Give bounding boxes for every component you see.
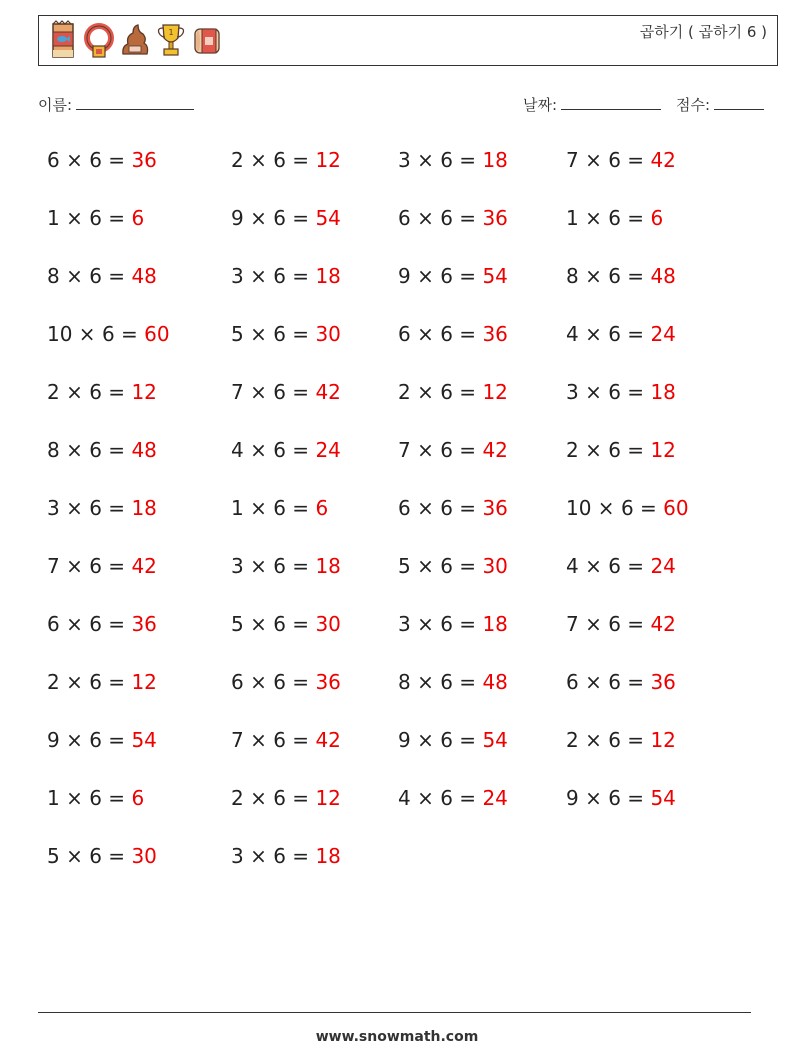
date-label: 날짜: bbox=[523, 96, 558, 114]
problem-item: 1 × 6 = 6 bbox=[566, 206, 664, 230]
answer: 36 bbox=[131, 612, 157, 636]
answer: 36 bbox=[131, 148, 157, 172]
answer: 30 bbox=[131, 844, 157, 868]
factor-b: 6 bbox=[89, 786, 102, 810]
factor-b: 6 bbox=[273, 728, 286, 752]
factor-a: 3 bbox=[231, 264, 244, 288]
factor-a: 2 bbox=[231, 148, 244, 172]
factor-b: 6 bbox=[440, 206, 453, 230]
answer: 42 bbox=[315, 380, 341, 404]
answer: 18 bbox=[315, 554, 341, 578]
score-label: 점수: bbox=[676, 96, 711, 114]
answer: 54 bbox=[482, 728, 508, 752]
answer: 54 bbox=[131, 728, 157, 752]
factor-a: 6 bbox=[47, 148, 60, 172]
problem-item: 3 × 6 = 18 bbox=[231, 554, 341, 578]
problem-item: 9 × 6 = 54 bbox=[398, 264, 508, 288]
score-blank[interactable] bbox=[714, 95, 764, 110]
problem-item: 1 × 6 = 6 bbox=[47, 786, 145, 810]
problem-item: 3 × 6 = 18 bbox=[566, 380, 676, 404]
factor-b: 6 bbox=[273, 786, 286, 810]
factor-a: 2 bbox=[231, 786, 244, 810]
date-blank[interactable] bbox=[561, 95, 661, 110]
factor-b: 6 bbox=[440, 612, 453, 636]
answer: 18 bbox=[131, 496, 157, 520]
ring-float-icon bbox=[84, 20, 114, 60]
factor-a: 8 bbox=[398, 670, 411, 694]
factor-b: 6 bbox=[440, 380, 453, 404]
problem-item: 6 × 6 = 36 bbox=[231, 670, 341, 694]
problem-item: 1 × 6 = 6 bbox=[47, 206, 145, 230]
problem-item: 5 × 6 = 30 bbox=[47, 844, 157, 868]
factor-b: 6 bbox=[273, 322, 286, 346]
factor-b: 6 bbox=[608, 728, 621, 752]
footer-website: www.snowmath.com bbox=[315, 1029, 479, 1045]
answer: 12 bbox=[315, 148, 341, 172]
factor-b: 6 bbox=[89, 554, 102, 578]
factor-a: 9 bbox=[398, 728, 411, 752]
factor-b: 6 bbox=[608, 554, 621, 578]
factor-a: 3 bbox=[47, 496, 60, 520]
factor-a: 6 bbox=[398, 206, 411, 230]
factor-b: 6 bbox=[273, 670, 286, 694]
factor-a: 4 bbox=[398, 786, 411, 810]
factor-a: 2 bbox=[566, 438, 579, 462]
factor-a: 2 bbox=[398, 380, 411, 404]
problem-item: 3 × 6 = 18 bbox=[398, 148, 508, 172]
worksheet-header bbox=[38, 15, 778, 66]
factor-a: 9 bbox=[398, 264, 411, 288]
answer: 6 bbox=[315, 496, 329, 520]
answer: 60 bbox=[144, 322, 170, 346]
answer: 30 bbox=[315, 322, 341, 346]
factor-b: 6 bbox=[273, 496, 286, 520]
problem-item: 4 × 6 = 24 bbox=[231, 438, 341, 462]
answer: 42 bbox=[482, 438, 508, 462]
factor-a: 3 bbox=[398, 148, 411, 172]
factor-b: 6 bbox=[89, 264, 102, 288]
factor-b: 6 bbox=[273, 148, 286, 172]
footer-divider bbox=[38, 1012, 751, 1013]
factor-b: 6 bbox=[608, 670, 621, 694]
factor-b: 6 bbox=[89, 844, 102, 868]
factor-b: 6 bbox=[620, 496, 634, 520]
icon-row bbox=[48, 20, 222, 60]
answer: 24 bbox=[650, 322, 676, 346]
answer: 30 bbox=[482, 554, 508, 578]
factor-a: 4 bbox=[231, 438, 244, 462]
factor-b: 6 bbox=[608, 206, 621, 230]
answer: 54 bbox=[650, 786, 676, 810]
factor-b: 6 bbox=[440, 554, 453, 578]
answer: 60 bbox=[663, 496, 689, 520]
factor-b: 6 bbox=[89, 496, 102, 520]
problem-item: 8 × 6 = 48 bbox=[398, 670, 508, 694]
answer: 18 bbox=[482, 612, 508, 636]
answer: 12 bbox=[650, 438, 676, 462]
answer: 36 bbox=[482, 322, 508, 346]
factor-a: 3 bbox=[566, 380, 579, 404]
bandage-icon bbox=[192, 20, 222, 60]
factor-b: 6 bbox=[608, 438, 621, 462]
factor-b: 6 bbox=[273, 206, 286, 230]
answer: 54 bbox=[482, 264, 508, 288]
problem-item: 5 × 6 = 30 bbox=[231, 612, 341, 636]
answer: 6 bbox=[131, 206, 145, 230]
factor-b: 6 bbox=[608, 612, 621, 636]
answer: 24 bbox=[482, 786, 508, 810]
factor-b: 6 bbox=[440, 728, 453, 752]
problem-item: 5 × 6 = 30 bbox=[231, 322, 341, 346]
problem-item: 8 × 6 = 48 bbox=[47, 264, 157, 288]
factor-b: 6 bbox=[440, 264, 453, 288]
problem-item: 3 × 6 = 18 bbox=[47, 496, 157, 520]
svg-text:1: 1 bbox=[168, 28, 174, 37]
factor-b: 6 bbox=[89, 148, 102, 172]
problem-item: 9 × 6 = 54 bbox=[566, 786, 676, 810]
problem-item: 8 × 6 = 48 bbox=[566, 264, 676, 288]
factor-a: 7 bbox=[398, 438, 411, 462]
answer: 6 bbox=[131, 786, 145, 810]
problem-item: 6 × 6 = 36 bbox=[566, 670, 676, 694]
answer: 30 bbox=[315, 612, 341, 636]
factor-a: 7 bbox=[231, 380, 244, 404]
answer: 6 bbox=[650, 206, 664, 230]
poop-icon bbox=[120, 20, 150, 60]
score-field bbox=[676, 94, 764, 115]
problem-item: 2 × 6 = 12 bbox=[398, 380, 508, 404]
fish-food-bag-icon bbox=[48, 20, 78, 60]
factor-b: 6 bbox=[273, 612, 286, 636]
problem-item: 2 × 6 = 12 bbox=[47, 380, 157, 404]
factor-a: 6 bbox=[47, 612, 60, 636]
factor-b: 6 bbox=[440, 322, 453, 346]
problem-item: 2 × 6 = 12 bbox=[566, 438, 676, 462]
factor-b: 6 bbox=[608, 148, 621, 172]
problem-item: 7 × 6 = 42 bbox=[231, 728, 341, 752]
factor-a: 1 bbox=[47, 206, 60, 230]
problem-item: 2 × 6 = 12 bbox=[566, 728, 676, 752]
factor-b: 6 bbox=[273, 438, 286, 462]
problem-item: 6 × 6 = 36 bbox=[398, 206, 508, 230]
problem-item: 7 × 6 = 42 bbox=[231, 380, 341, 404]
answer: 12 bbox=[131, 670, 157, 694]
problem-item: 3 × 6 = 18 bbox=[398, 612, 508, 636]
answer: 24 bbox=[315, 438, 341, 462]
problem-item: 6 × 6 = 36 bbox=[47, 612, 157, 636]
date-field bbox=[523, 94, 661, 115]
factor-b: 6 bbox=[440, 148, 453, 172]
name-blank[interactable] bbox=[76, 95, 194, 110]
factor-a: 7 bbox=[47, 554, 60, 578]
problem-item: 7 × 6 = 42 bbox=[47, 554, 157, 578]
answer: 42 bbox=[131, 554, 157, 578]
factor-b: 6 bbox=[440, 496, 453, 520]
answer: 54 bbox=[315, 206, 341, 230]
problem-item: 3 × 6 = 18 bbox=[231, 844, 341, 868]
trophy-icon bbox=[156, 20, 186, 60]
factor-b: 6 bbox=[273, 844, 286, 868]
answer: 48 bbox=[650, 264, 676, 288]
problem-item: 9 × 6 = 54 bbox=[231, 206, 341, 230]
problem-item: 6 × 6 = 36 bbox=[398, 322, 508, 346]
factor-a: 9 bbox=[566, 786, 579, 810]
problem-item: 2 × 6 = 12 bbox=[231, 148, 341, 172]
problem-item: 9 × 6 = 54 bbox=[47, 728, 157, 752]
problem-item: 4 × 6 = 24 bbox=[398, 786, 508, 810]
problem-item: 4 × 6 = 24 bbox=[566, 322, 676, 346]
factor-a: 6 bbox=[566, 670, 579, 694]
factor-a: 1 bbox=[231, 496, 244, 520]
answer: 24 bbox=[650, 554, 676, 578]
answer: 36 bbox=[315, 670, 341, 694]
factor-a: 5 bbox=[398, 554, 411, 578]
problem-item: 7 × 6 = 42 bbox=[566, 612, 676, 636]
problem-item: 2 × 6 = 12 bbox=[231, 786, 341, 810]
answer: 42 bbox=[650, 612, 676, 636]
answer: 18 bbox=[650, 380, 676, 404]
factor-a: 7 bbox=[231, 728, 244, 752]
name-label: 이름: bbox=[38, 96, 73, 114]
factor-b: 6 bbox=[440, 438, 453, 462]
worksheet-title: 곱하기 ( 곱하기 6 ) bbox=[639, 23, 767, 41]
factor-a: 5 bbox=[231, 322, 244, 346]
problem-item: 7 × 6 = 42 bbox=[566, 148, 676, 172]
factor-b: 6 bbox=[273, 380, 286, 404]
factor-b: 6 bbox=[89, 670, 102, 694]
factor-b: 6 bbox=[89, 380, 102, 404]
factor-a: 9 bbox=[231, 206, 244, 230]
factor-b: 6 bbox=[89, 438, 102, 462]
factor-b: 6 bbox=[101, 322, 115, 346]
factor-a: 1 bbox=[47, 786, 60, 810]
answer: 12 bbox=[315, 786, 341, 810]
factor-b: 6 bbox=[89, 728, 102, 752]
factor-a: 3 bbox=[231, 844, 244, 868]
problem-item: 10 × 6 = 60 bbox=[566, 496, 689, 520]
factor-b: 6 bbox=[89, 612, 102, 636]
factor-a: 4 bbox=[566, 322, 579, 346]
answer: 48 bbox=[131, 438, 157, 462]
factor-b: 6 bbox=[608, 380, 621, 404]
answer: 48 bbox=[482, 670, 508, 694]
factor-b: 6 bbox=[273, 554, 286, 578]
factor-b: 6 bbox=[273, 264, 286, 288]
answer: 36 bbox=[650, 670, 676, 694]
answer: 36 bbox=[482, 206, 508, 230]
problem-item: 6 × 6 = 36 bbox=[398, 496, 508, 520]
factor-a: 7 bbox=[566, 148, 579, 172]
factor-a: 8 bbox=[47, 438, 60, 462]
factor-b: 6 bbox=[608, 786, 621, 810]
answer: 36 bbox=[482, 496, 508, 520]
factor-b: 6 bbox=[440, 786, 453, 810]
factor-a: 4 bbox=[566, 554, 579, 578]
answer: 42 bbox=[650, 148, 676, 172]
problem-item: 8 × 6 = 48 bbox=[47, 438, 157, 462]
problem-item: 3 × 6 = 18 bbox=[231, 264, 341, 288]
answer: 12 bbox=[131, 380, 157, 404]
factor-a: 6 bbox=[231, 670, 244, 694]
factor-a: 10 bbox=[566, 496, 592, 520]
factor-a: 2 bbox=[566, 728, 579, 752]
problem-item: 5 × 6 = 30 bbox=[398, 554, 508, 578]
factor-b: 6 bbox=[608, 322, 621, 346]
problem-item: 9 × 6 = 54 bbox=[398, 728, 508, 752]
answer: 18 bbox=[482, 148, 508, 172]
answer: 48 bbox=[131, 264, 157, 288]
problem-item: 6 × 6 = 36 bbox=[47, 148, 157, 172]
answer: 42 bbox=[315, 728, 341, 752]
factor-a: 2 bbox=[47, 670, 60, 694]
factor-a: 7 bbox=[566, 612, 579, 636]
factor-a: 1 bbox=[566, 206, 579, 230]
factor-b: 6 bbox=[89, 206, 102, 230]
factor-a: 9 bbox=[47, 728, 60, 752]
answer: 18 bbox=[315, 844, 341, 868]
factor-a: 6 bbox=[398, 322, 411, 346]
factor-a: 3 bbox=[398, 612, 411, 636]
answer: 12 bbox=[482, 380, 508, 404]
factor-a: 2 bbox=[47, 380, 60, 404]
problem-item: 1 × 6 = 6 bbox=[231, 496, 329, 520]
factor-a: 5 bbox=[47, 844, 60, 868]
name-field bbox=[38, 94, 194, 115]
factor-a: 5 bbox=[231, 612, 244, 636]
problem-item: 10 × 6 = 60 bbox=[47, 322, 170, 346]
factor-a: 3 bbox=[231, 554, 244, 578]
factor-a: 6 bbox=[398, 496, 411, 520]
problem-item: 4 × 6 = 24 bbox=[566, 554, 676, 578]
problem-item: 7 × 6 = 42 bbox=[398, 438, 508, 462]
factor-b: 6 bbox=[440, 670, 453, 694]
factor-a: 8 bbox=[47, 264, 60, 288]
factor-a: 10 bbox=[47, 322, 73, 346]
factor-b: 6 bbox=[608, 264, 621, 288]
answer: 18 bbox=[315, 264, 341, 288]
problem-item: 2 × 6 = 12 bbox=[47, 670, 157, 694]
factor-a: 8 bbox=[566, 264, 579, 288]
answer: 12 bbox=[650, 728, 676, 752]
